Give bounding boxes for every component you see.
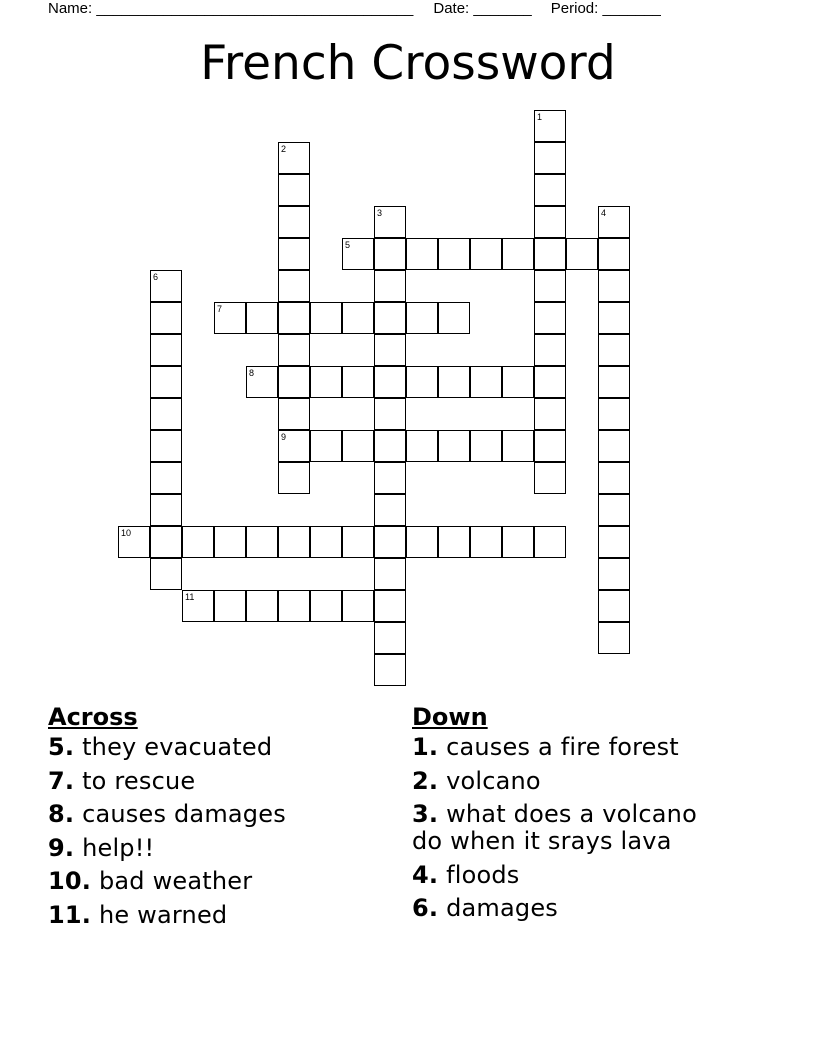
crossword-cell[interactable] [406, 302, 438, 334]
cell-number: 8 [249, 368, 255, 378]
crossword-cell[interactable] [534, 270, 566, 302]
clue-down-1 [412, 734, 732, 761]
crossword-cell[interactable] [566, 238, 598, 270]
crossword-cell[interactable] [150, 558, 182, 590]
crossword-cell[interactable] [438, 366, 470, 398]
crossword-cell[interactable] [534, 462, 566, 494]
crossword-cell[interactable] [150, 302, 182, 334]
crossword-cell[interactable] [278, 430, 310, 462]
crossword-cell[interactable] [214, 590, 246, 622]
crossword-cell[interactable] [278, 174, 310, 206]
clue-down-3 [412, 801, 732, 855]
crossword-cell[interactable] [598, 366, 630, 398]
clue-down-2 [412, 768, 732, 795]
crossword-cell[interactable] [374, 302, 406, 334]
name-field-label: Name: ______________________________________ [48, 0, 414, 17]
crossword-cell[interactable] [182, 526, 214, 558]
crossword-cell[interactable] [246, 590, 278, 622]
cell-number: 9 [281, 432, 287, 442]
crossword-cell[interactable] [534, 110, 566, 142]
clue-across-7 [48, 768, 378, 795]
crossword-cell[interactable] [598, 462, 630, 494]
crossword-cell[interactable] [406, 366, 438, 398]
crossword-cell[interactable] [374, 206, 406, 238]
clue-across-9 [48, 835, 378, 862]
clue-across-10 [48, 868, 378, 895]
crossword-cell[interactable] [374, 430, 406, 462]
crossword-cell[interactable] [374, 494, 406, 526]
clue-number: 10. [48, 867, 92, 895]
period-field-label: Period: _______ [550, 0, 661, 17]
clue-text: help!! [82, 833, 155, 862]
date-field-label: Date: _______ [433, 0, 532, 17]
crossword-cell[interactable] [502, 238, 534, 270]
crossword-cell[interactable] [150, 462, 182, 494]
crossword-cell[interactable] [598, 558, 630, 590]
crossword-cell[interactable] [278, 590, 310, 622]
clue-text: to rescue [82, 766, 196, 795]
crossword-cell[interactable] [374, 270, 406, 302]
crossword-cell[interactable] [278, 302, 310, 334]
crossword-cell[interactable] [534, 142, 566, 174]
crossword-cell[interactable] [150, 430, 182, 462]
crossword-cell[interactable] [374, 334, 406, 366]
crossword-cell[interactable] [406, 526, 438, 558]
crossword-cell[interactable] [598, 302, 630, 334]
crossword-cell[interactable] [150, 526, 182, 558]
clue-number: 2. [412, 766, 439, 795]
cell-number: 1 [537, 112, 543, 122]
across-clues [48, 702, 378, 935]
crossword-cell[interactable] [470, 430, 502, 462]
crossword-cell[interactable] [470, 526, 502, 558]
crossword-cell[interactable] [214, 302, 246, 334]
crossword-cell[interactable] [598, 334, 630, 366]
cell-number: 11 [185, 592, 195, 602]
crossword-cell[interactable] [534, 430, 566, 462]
crossword-cell[interactable] [438, 302, 470, 334]
crossword-cell[interactable] [278, 398, 310, 430]
crossword-cell[interactable] [406, 430, 438, 462]
crossword-cell[interactable] [598, 398, 630, 430]
crossword-cell[interactable] [470, 366, 502, 398]
clue-across-5 [48, 734, 378, 761]
crossword-cell[interactable] [502, 366, 534, 398]
clue-text: floods [446, 860, 520, 889]
clue-text: they evacuated [82, 733, 273, 761]
crossword-cell[interactable] [342, 590, 374, 622]
cell-number: 6 [153, 272, 159, 282]
clue-down-6 [412, 895, 732, 922]
clue-number: 1. [412, 733, 439, 761]
clue-across-8 [48, 801, 378, 828]
crossword-cell[interactable] [310, 590, 342, 622]
clue-text: what does a volcano do when it srays lava [412, 800, 697, 855]
clue-text: causes damages [82, 800, 286, 828]
crossword-cell[interactable] [278, 526, 310, 558]
crossword-cell[interactable] [374, 462, 406, 494]
crossword-cell[interactable] [150, 270, 182, 302]
crossword-cell[interactable] [118, 526, 150, 558]
crossword-cell[interactable] [438, 430, 470, 462]
clue-number: 11. [48, 900, 92, 929]
crossword-cell[interactable] [278, 462, 310, 494]
crossword-cell[interactable] [534, 526, 566, 558]
crossword-cell[interactable] [598, 494, 630, 526]
crossword-cell[interactable] [438, 238, 470, 270]
crossword-cell[interactable] [534, 302, 566, 334]
clue-number: 7. [48, 766, 75, 795]
down-clues [412, 702, 732, 929]
crossword-cell[interactable] [342, 430, 374, 462]
crossword-cell[interactable] [342, 302, 374, 334]
clue-number: 4. [412, 860, 439, 889]
clue-number: 5. [48, 733, 75, 761]
crossword-cell[interactable] [598, 270, 630, 302]
crossword-cell[interactable] [246, 526, 278, 558]
crossword-cell[interactable] [278, 142, 310, 174]
crossword-cell[interactable] [534, 206, 566, 238]
crossword-cell[interactable] [150, 334, 182, 366]
crossword-cell[interactable] [374, 558, 406, 590]
page-title: French Crossword [200, 36, 616, 91]
crossword-cell[interactable] [310, 430, 342, 462]
crossword-cell[interactable] [374, 398, 406, 430]
crossword-cell[interactable] [598, 590, 630, 622]
cell-number: 2 [281, 144, 287, 154]
cell-number: 7 [217, 304, 223, 314]
clue-text: volcano [446, 766, 541, 795]
crossword-cell[interactable] [598, 206, 630, 238]
crossword-cell[interactable] [374, 622, 406, 654]
crossword-cell[interactable] [598, 430, 630, 462]
across-heading: Across [48, 703, 138, 731]
crossword-cell[interactable] [150, 494, 182, 526]
crossword-cell[interactable] [534, 334, 566, 366]
clue-number: 8. [48, 800, 75, 828]
crossword-cell[interactable] [150, 398, 182, 430]
crossword-cell[interactable] [374, 366, 406, 398]
crossword-cell[interactable] [310, 366, 342, 398]
clue-text: he warned [98, 900, 228, 929]
down-heading: Down [412, 703, 488, 731]
clue-text: bad weather [98, 867, 253, 895]
cell-number: 3 [377, 208, 383, 218]
crossword-cell[interactable] [374, 654, 406, 686]
crossword-cell[interactable] [278, 270, 310, 302]
clue-number: 9. [48, 833, 75, 862]
crossword-cell[interactable] [278, 238, 310, 270]
crossword-cell[interactable] [246, 302, 278, 334]
crossword-cell[interactable] [310, 526, 342, 558]
crossword-cell[interactable] [374, 238, 406, 270]
cell-number: 5 [345, 240, 351, 250]
crossword-cell[interactable] [534, 174, 566, 206]
crossword-cell[interactable] [598, 526, 630, 558]
crossword-cell[interactable] [150, 366, 182, 398]
clue-text: causes a fire forest [446, 733, 679, 761]
crossword-cell[interactable] [342, 526, 374, 558]
crossword-cell[interactable] [278, 366, 310, 398]
crossword-cell[interactable] [342, 366, 374, 398]
crossword-cell[interactable] [214, 526, 246, 558]
crossword-cell[interactable] [310, 302, 342, 334]
crossword-cell[interactable] [374, 590, 406, 622]
clue-across-11 [48, 902, 378, 929]
crossword-cell[interactable] [438, 526, 470, 558]
crossword-cell[interactable] [278, 334, 310, 366]
crossword-cell[interactable] [598, 622, 630, 654]
crossword-cell[interactable] [182, 590, 214, 622]
crossword-cell[interactable] [342, 238, 374, 270]
clue-text: damages [446, 894, 558, 922]
crossword-cell[interactable] [374, 526, 406, 558]
crossword-cell[interactable] [534, 398, 566, 430]
clue-number: 3. [412, 800, 439, 828]
crossword-cell[interactable] [502, 430, 534, 462]
cell-number: 4 [601, 208, 607, 218]
clue-number: 6. [412, 894, 439, 922]
cell-number: 10 [121, 528, 132, 538]
crossword-cell[interactable] [278, 206, 310, 238]
crossword-cell[interactable] [598, 238, 630, 270]
clue-down-4 [412, 862, 732, 889]
crossword-cell[interactable] [246, 366, 278, 398]
crossword-cell[interactable] [502, 526, 534, 558]
crossword-cell[interactable] [470, 238, 502, 270]
crossword-cell[interactable] [534, 238, 566, 270]
crossword-cell[interactable] [534, 366, 566, 398]
crossword-cell[interactable] [406, 238, 438, 270]
